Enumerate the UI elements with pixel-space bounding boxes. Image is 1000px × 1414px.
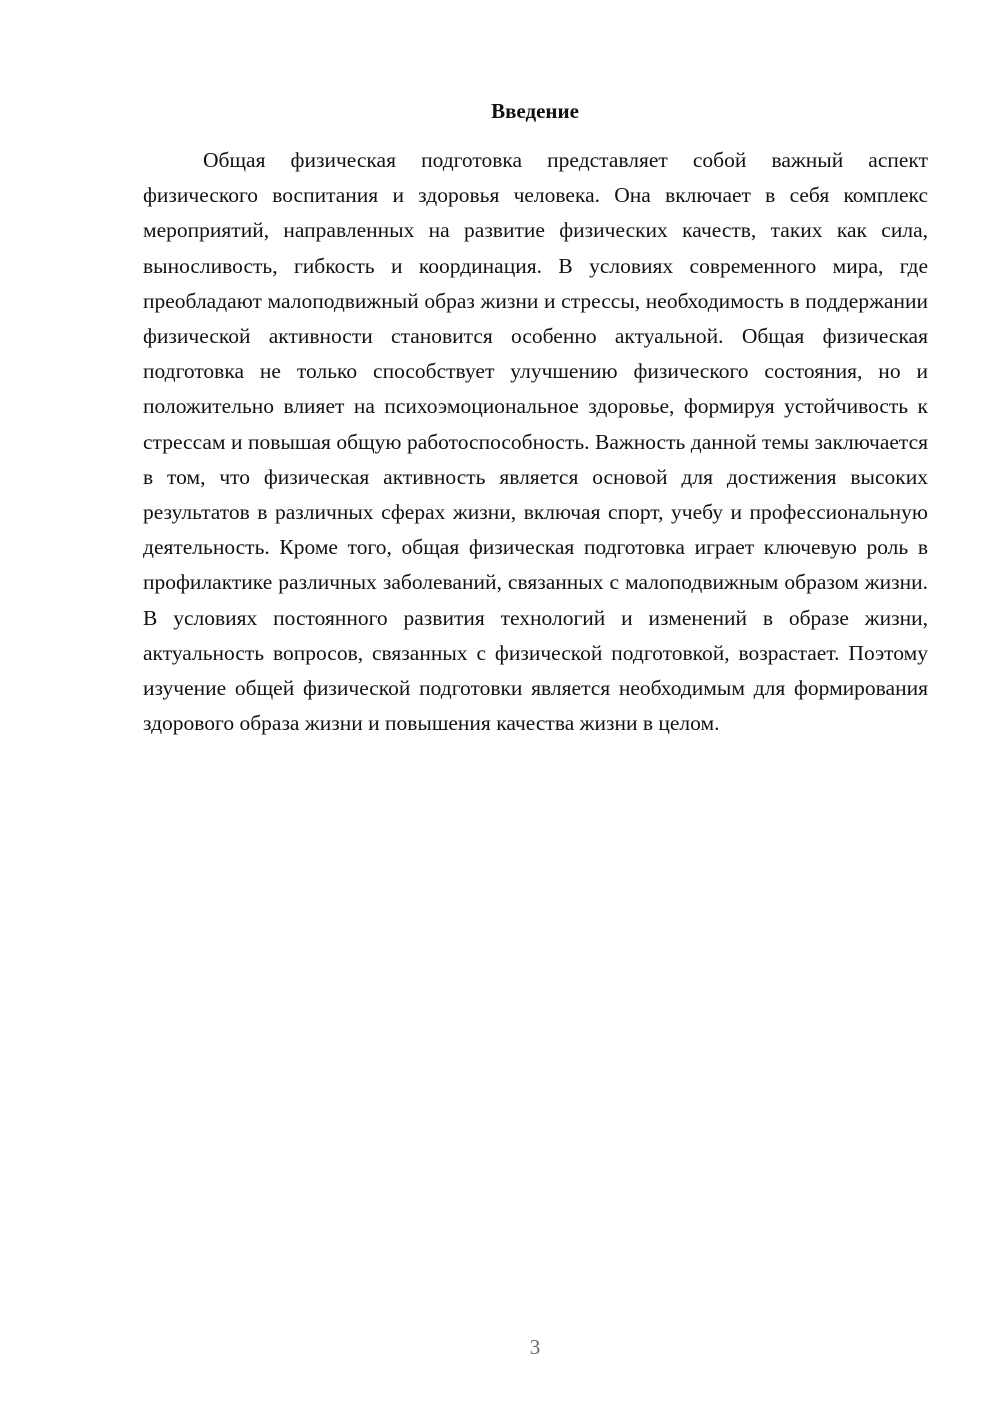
intro-paragraph: Общая физическая подготовка представляет собой важный аспект физического воспитания и здоровья человека. Она включает в себя комплекс мероприятий, направленных на развитие физических качеств, таких как сила, выносливость, гибкость и координация. В условиях современного мира, где преобладают малоподвижный образ жизни и стрессы, необходимость в поддержании физической активности становится особенно актуальной. Общая физическая подготовка не только способствует улучшению физического состояния, но и положительно влияет на психоэмоциональное здоровье, формируя устойчивость к стрессам и повышая общую работоспособность. Важность данной темы заключается в том, что физическая активность является основой для достижения высоких результатов в различных сферах жизни, включая спорт, учебу и профессиональную деятельность. Кроме того, общая физическая подготовка играет ключевую роль в профилактике различных заболеваний, связанных с малоподвижным образом жизни. В условиях постоянного развития технологий и изменений в образе жизни, актуальность вопросов, связанных с физической подготовкой, возрастает. Поэтому изучение общей физической подготовки является необходимым для формирования здорового образа жизни и повышения качества жизни в целом.: [143, 148, 928, 736]
section-heading: Введение: [491, 99, 579, 123]
page-number: 3: [529, 1335, 541, 1359]
